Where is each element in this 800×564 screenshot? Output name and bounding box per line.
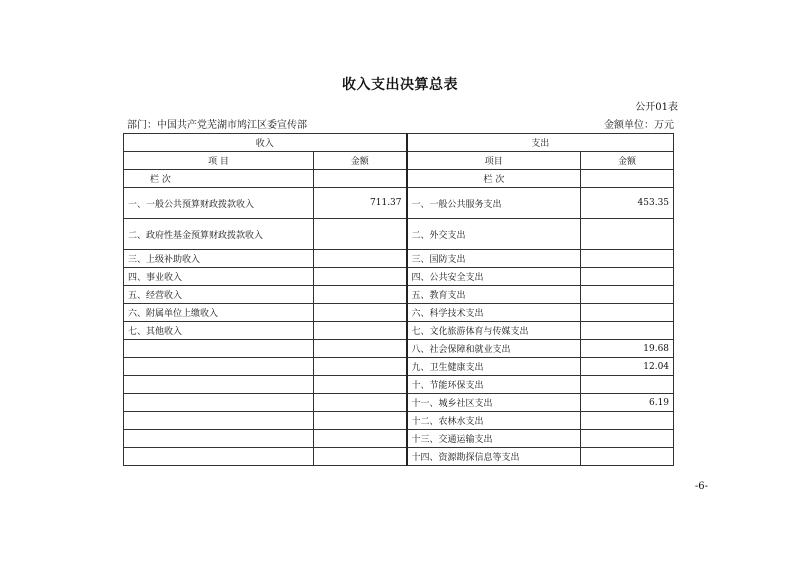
expense-amount-header: 金额 bbox=[581, 152, 674, 170]
income-amount bbox=[314, 268, 407, 286]
expense-amount bbox=[581, 412, 674, 430]
income-item: 五、经营收入 bbox=[124, 286, 314, 304]
expense-amount bbox=[581, 286, 674, 304]
expense-item: 五、教育支出 bbox=[407, 286, 581, 304]
expense-section-header: 支出 bbox=[407, 134, 674, 152]
expense-item: 七、文化旅游体育与传媒支出 bbox=[407, 322, 581, 340]
expense-amount bbox=[581, 219, 674, 250]
table-row bbox=[124, 376, 674, 394]
expense-item: 十一、城乡社区支出 bbox=[407, 394, 581, 412]
empty-cell bbox=[314, 170, 407, 188]
expense-amount bbox=[581, 430, 674, 448]
expense-amount: 19.68 bbox=[581, 340, 674, 358]
expense-amount bbox=[581, 448, 674, 466]
income-item: 七、其他收入 bbox=[124, 322, 314, 340]
page-title: 收入支出决算总表 bbox=[342, 77, 458, 93]
income-amount bbox=[314, 412, 407, 430]
income-item: 一、一般公共预算财政拨款收入 bbox=[124, 188, 314, 219]
income-amount bbox=[314, 340, 407, 358]
table-row bbox=[124, 286, 674, 304]
income-amount: 711.37 bbox=[314, 188, 407, 219]
unit-label: 金额单位：万元 bbox=[604, 120, 674, 131]
expense-amount bbox=[581, 250, 674, 268]
income-amount bbox=[314, 250, 407, 268]
table-row bbox=[124, 340, 674, 358]
summary-table bbox=[123, 133, 674, 466]
income-item bbox=[124, 340, 314, 358]
expense-item: 二、外交支出 bbox=[407, 219, 581, 250]
expense-item: 九、卫生健康支出 bbox=[407, 358, 581, 376]
expense-item: 三、国防支出 bbox=[407, 250, 581, 268]
expense-item: 八、社会保障和就业支出 bbox=[407, 340, 581, 358]
expense-item: 一、一般公共服务支出 bbox=[407, 188, 581, 219]
income-item bbox=[124, 394, 314, 412]
expense-amount: 453.35 bbox=[581, 188, 674, 219]
expense-amount: 12.04 bbox=[581, 358, 674, 376]
income-amount bbox=[314, 322, 407, 340]
expense-item: 十、节能环保支出 bbox=[407, 376, 581, 394]
income-amount bbox=[314, 376, 407, 394]
table-body bbox=[124, 188, 674, 466]
expense-amount bbox=[581, 268, 674, 286]
income-item-header: 项 目 bbox=[124, 152, 314, 170]
expense-item: 十四、资源勘探信息等支出 bbox=[407, 448, 581, 466]
expense-amount bbox=[581, 304, 674, 322]
income-item: 二、政府性基金预算财政拨款收入 bbox=[124, 219, 314, 250]
table-row bbox=[124, 268, 674, 286]
income-amount-header: 金额 bbox=[314, 152, 407, 170]
table-row bbox=[124, 412, 674, 430]
income-item: 六、附属单位上缴收入 bbox=[124, 304, 314, 322]
income-amount bbox=[314, 394, 407, 412]
table-row bbox=[124, 219, 674, 250]
table-row bbox=[124, 358, 674, 376]
income-item: 四、事业收入 bbox=[124, 268, 314, 286]
expense-amount bbox=[581, 376, 674, 394]
expense-item: 十三、交通运输支出 bbox=[407, 430, 581, 448]
income-item bbox=[124, 412, 314, 430]
section-header-row bbox=[124, 134, 674, 152]
income-amount bbox=[314, 430, 407, 448]
table-row bbox=[124, 448, 674, 466]
expense-amount: 6.19 bbox=[581, 394, 674, 412]
column-header-row bbox=[124, 152, 674, 170]
expense-item: 十二、农林水支出 bbox=[407, 412, 581, 430]
income-amount bbox=[314, 358, 407, 376]
table-row bbox=[124, 322, 674, 340]
income-amount bbox=[314, 448, 407, 466]
expense-item: 六、科学技术支出 bbox=[407, 304, 581, 322]
empty-cell bbox=[581, 170, 674, 188]
expense-item-header: 项目 bbox=[407, 152, 581, 170]
department-label: 部门：中国共产党芜湖市鸠江区委宣传部 bbox=[127, 120, 307, 131]
income-item bbox=[124, 376, 314, 394]
income-index-label: 栏 次 bbox=[124, 170, 314, 188]
income-amount bbox=[314, 219, 407, 250]
table-row bbox=[124, 188, 674, 219]
form-number: 公开01表 bbox=[635, 102, 678, 113]
expense-amount bbox=[581, 322, 674, 340]
income-item bbox=[124, 430, 314, 448]
income-amount bbox=[314, 286, 407, 304]
expense-item: 四、公共安全支出 bbox=[407, 268, 581, 286]
table-row bbox=[124, 394, 674, 412]
index-row bbox=[124, 170, 674, 188]
table-row bbox=[124, 250, 674, 268]
income-amount bbox=[314, 304, 407, 322]
expense-index-label: 栏 次 bbox=[407, 170, 581, 188]
income-item bbox=[124, 358, 314, 376]
page-number: -6- bbox=[694, 481, 708, 492]
table-row bbox=[124, 430, 674, 448]
income-item bbox=[124, 448, 314, 466]
table-row bbox=[124, 304, 674, 322]
income-item: 三、上级补助收入 bbox=[124, 250, 314, 268]
income-section-header: 收入 bbox=[124, 134, 407, 152]
